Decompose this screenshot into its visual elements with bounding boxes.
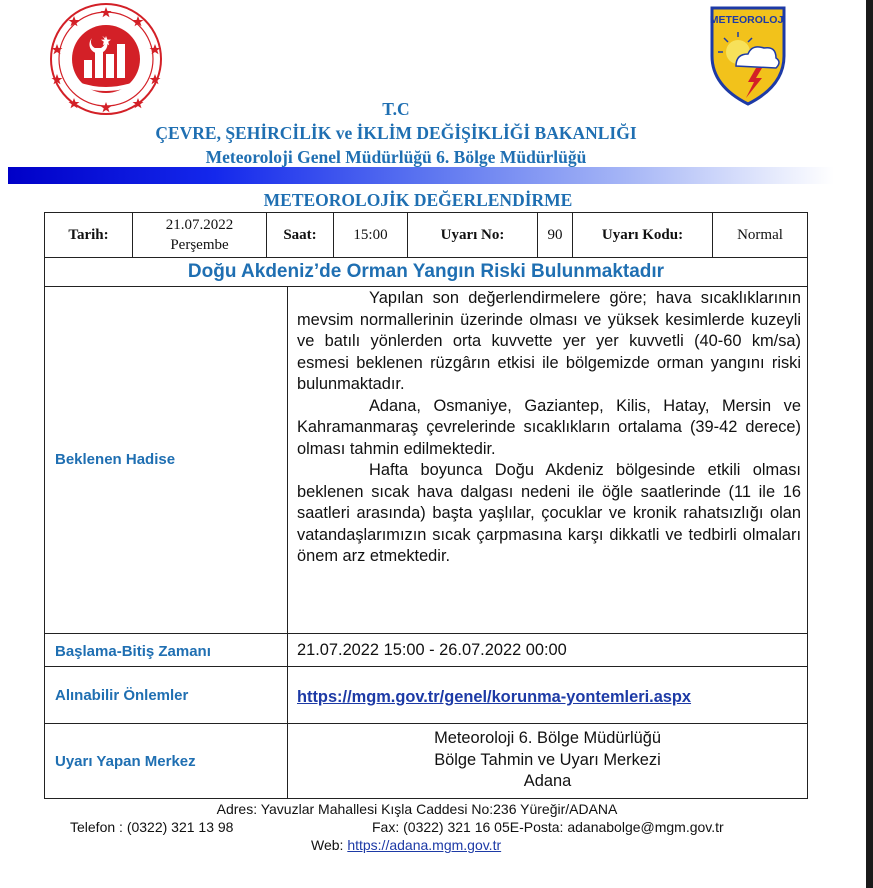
issuer-label: Uyarı Yapan Merkez bbox=[55, 753, 196, 770]
time-label: Saat: bbox=[283, 227, 317, 243]
page-edge bbox=[866, 0, 873, 888]
warning-code-label: Uyarı Kodu: bbox=[601, 227, 684, 243]
footer-phone: Telefon : (0322) 321 13 98 bbox=[70, 819, 234, 835]
section-title: METEOROLOJİK DEĞERLENDİRME bbox=[263, 190, 573, 210]
warning-no-label: Uyarı No: bbox=[440, 227, 505, 243]
warning-code-value: Normal bbox=[737, 227, 783, 243]
issuer-line: Bölge Tahmin ve Uyarı Merkezi bbox=[434, 750, 661, 769]
precautions-link[interactable]: https://mgm.gov.tr/genel/korunma-yontemleri.aspx bbox=[297, 688, 692, 706]
gradient-divider bbox=[8, 167, 834, 184]
date-cell bbox=[133, 215, 266, 255]
issuer-line: Meteoroloji 6. Bölge Müdürlüğü bbox=[434, 729, 661, 747]
issuer-block bbox=[288, 728, 807, 793]
row-divider bbox=[45, 666, 807, 667]
header-directorate: Meteoroloji Genel Müdürlüğü 6. Bölge Müdürlüğü bbox=[205, 147, 587, 167]
date-value: 21.07.2022 bbox=[165, 217, 234, 233]
row-divider bbox=[45, 633, 807, 634]
header-tc: T.C bbox=[382, 99, 410, 119]
footer-web bbox=[311, 836, 711, 854]
svg-text:METEOROLOJİ: METEOROLOJİ bbox=[710, 14, 786, 26]
row-divider bbox=[45, 286, 807, 287]
date-label: Tarih: bbox=[68, 227, 109, 243]
day-value: Perşembe bbox=[170, 237, 229, 253]
footer-fax-email: Fax: (0322) 321 16 05E-Posta: adanabolge@mgm.gov.tr bbox=[372, 819, 724, 835]
event-paragraph: Hafta boyunca Doğu Akdeniz bölgesinde etkili olması beklenen sıcak hava dalgası nedeni ile öğle saatlerinde (11 ile 16 saatleri arasında) başta yaşlılar, çocuklar ve kronik rahatsızlığı olan vatandaşlarımızın sıcak çarpmasına karşı dikkatli ve tedbirli olmaları önem arz etmektedir. bbox=[297, 461, 801, 565]
expected-event-label: Beklenen Hadise bbox=[55, 451, 176, 468]
row-divider bbox=[45, 723, 807, 724]
warning-no-value: 90 bbox=[547, 227, 563, 243]
header-ministry: ÇEVRE, ŞEHİRCİLİK ve İKLİM DEĞİŞİKLİĞİ BAKANLIĞI bbox=[155, 123, 637, 143]
event-paragraph: Adana, Osmaniye, Gaziantep, Kilis, Hatay, Mersin ve Kahramanmaraş çevrelerinde sıcaklıkların ortalama (39-42 derece) olması tahmin edilmektedir. bbox=[297, 396, 801, 458]
period-value: 21.07.2022 15:00 - 26.07.2022 00:00 bbox=[297, 641, 567, 659]
web-link[interactable]: https://adana.mgm.gov.tr bbox=[347, 837, 502, 853]
expected-event-text bbox=[297, 288, 801, 568]
period-label: Başlama-Bitiş Zamanı bbox=[55, 643, 211, 660]
warning-headline: Doğu Akdeniz’de Orman Yangın Riski Bulunmaktadır bbox=[187, 261, 665, 282]
col-divider bbox=[287, 286, 288, 798]
event-paragraph: Yapılan son değerlendirmelere göre; hava sıcaklıklarının mevsim normallerinin üzerinde olması ve yüksek kesimlerde kuzeyli ve batılı yönlerden orta kuvvette yer yer kuvvetli (40-60 km/sa) esmesi beklenen rüzgârın etkisi ile bölgemizde orman yangını riski bulunmaktadır. bbox=[297, 289, 801, 393]
footer-address: Adres: Yavuzlar Mahallesi Kışla Caddesi No:236 Yüreğir/ADANA bbox=[216, 801, 618, 817]
issuer-line: Adana bbox=[523, 772, 572, 790]
meteorology-logo-icon bbox=[710, 6, 786, 106]
web-label: Web: bbox=[311, 837, 348, 853]
warning-table bbox=[44, 212, 808, 799]
time-value: 15:00 bbox=[353, 227, 388, 243]
precautions-label: Alınabilir Önlemler bbox=[55, 687, 189, 704]
